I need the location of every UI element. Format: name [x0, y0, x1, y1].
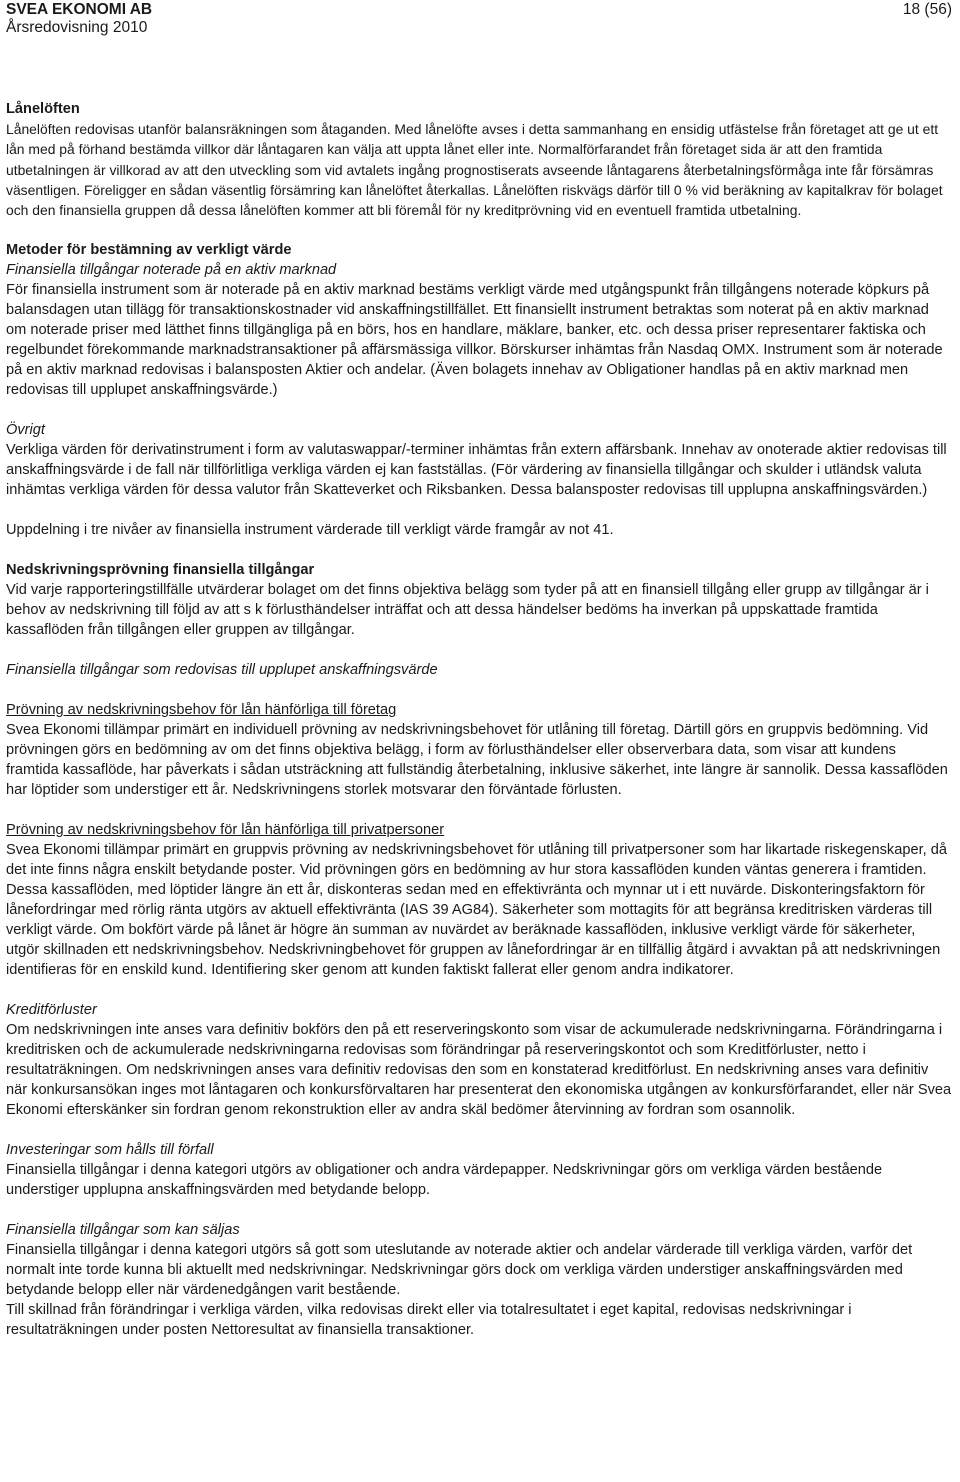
paragraph: Om nedskrivningen inte anses vara definitiv bokförs den på ett reserveringskonto som visar de ackumulerade nedskrivningarna. Förändringarna i kreditrisken och de ackumulerade nedskrivningarna redovisas som förändringar på reserveringskontot och som Kreditförluster, netto i resultaträkningen. Om nedskrivningen anses vara definitiv redovisas den som en konstaterad kreditförlust. En nedskrivning anses vara definitiv när konkursansökan inges mot låntagaren och konkursförvaltaren har presenterat den ekonomiska utgången av konkursförfarandet, eller när Svea Ekonomi efterskänker sin fordran genom rekonstruktion eller av andra skäl bedömer återvinning av fordran som osannolik. [6, 1022, 952, 1119]
subsection-heading-underlined: Prövning av nedskrivningsbehov för lån hänförliga till privatpersoner [6, 822, 445, 839]
company-name: SVEA EKONOMI AB [6, 1, 153, 18]
paragraph: Till skillnad från förändringar i verkliga värden, vilka redovisas direkt eller via totalresultatet i eget kapital, redovisas nedskrivningar i resultaträkningen under posten Nettoresultat av finansiella transaktioner. [6, 1302, 852, 1339]
paragraph: Svea Ekonomi tillämpar primärt en individuell prövning av nedskrivningsbehovet för utlåning till företag. Därtill görs en gruppvis bedömning. Vid prövningen görs en bedömning av om det finns objektiva belägg, i form av förlusthändelser eller observerbara data, som visar att kundens framtida kassaflöde, har påverkats i sådan utsträckning att fullständig återbetalning, inklusive säkerhet, inte längre är sannolik. Dessa kassaflöden har löptider som understiger ett år. Nedskrivningens storlek motsvarar den förväntade förlusten. [6, 722, 948, 799]
paragraph-spacer [6, 1120, 952, 1140]
paragraph: Finansiella tillgångar i denna kategori utgörs av obligationer och andra värdepapper. Nedskrivningar görs om verkliga värden bestående understiger upplupna anskaffningsvärden med betydande belopp. [6, 1162, 883, 1199]
paragraph-spacer [6, 400, 952, 420]
paragraph-spacer [6, 1200, 952, 1220]
subsection-heading: Kreditförluster [6, 1002, 97, 1019]
subsection-heading: Finansiella tillgångar som redovisas till upplupet anskaffningsvärde [6, 662, 438, 679]
paragraph: Finansiella tillgångar i denna kategori utgörs så gott som uteslutande av noterade aktier och andelar värderade till verkliga värden, varför det normalt inte torde kunna bli aktuellt med nedskrivningar. Nedskrivningar görs dock om verkliga värden understiger anskaffningsvärden med betydande belopp eller när värdenedgången varit bestående. [6, 1242, 913, 1299]
section-heading: Nedskrivningsprövning finansiella tillgångar [6, 562, 315, 579]
subsection-heading: Övrigt [6, 422, 45, 439]
document-body [6, 99, 952, 1340]
subsection-heading: Investeringar som hålls till förfall [6, 1142, 214, 1159]
subsection-heading: Finansiella tillgångar noterade på en aktiv marknad [6, 262, 337, 279]
paragraph: Svea Ekonomi tillämpar primärt en gruppvis prövning av nedskrivningsbehovet för utlåning till privatpersoner som har likartade riskegenskaper, då det inte finns några enskilt betydande poster. Vid prövningen görs en bedömning av hur stora kassaflöden kunden väntas generera i framtiden. Dessa kassaflöden, med löptider längre än ett år, diskonteras sedan med en effektivränta och mynnar ut i ett nuvärde. Diskonteringsfaktorn för lånefordringar med rörlig ränta utgörs av aktuell effektivränta (IAS 39 AG84). Säkerheter som mottagits för att begränsa kreditrisken värderas till verkligt värde. Om bokfört värde på lånet är högre än summan av nuvärdet av beräknade kassaflöden, inklusive verkligt värde för säkerheter, utgör skillnaden ett nedskrivningsbehov. Nedskrivningbehovet för gruppen av lånefordringar är en tillfällig åtgärd i avvaktan på att nedskrivningen identifieras för en enskild kund. Identifiering sker genom att kunden faktiskt fallerat eller genom andra indikatorer. [6, 842, 947, 979]
section-heading: Lånelöften [6, 101, 80, 117]
subsection-heading: Finansiella tillgångar som kan säljas [6, 1222, 240, 1239]
subsection-heading-underlined: Prövning av nedskrivningsbehov för lån hänförliga till företag [6, 702, 397, 719]
page-header [6, 0, 952, 48]
paragraph-spacer [6, 980, 952, 1000]
paragraph-spacer [6, 680, 952, 700]
paragraph: Lånelöften redovisas utanför balansräkningen som åtaganden. Med lånelöfte avses i detta sammanhang en ensidig utfästelse från företaget att ge ut ett lån med på förhand bestämda villkor där låntagaren kan välja att uppta lånet eller inte. Normalförfarandet från företaget sida är att den framtida utbetalningen är villkorad av att den utveckling som vid avtalets ingång prognostiserats avseende låntagarens återbetalningsförmåga inte får försämras väsentligen. Föreligger en sådan väsentlig försämring kan lånelöftet återkallas. Lånelöften riskvägs därför till 0 % vid beräkning av kapitalkrav för bolaget och den finansiella gruppen då dessa lånelöften kommer att bli föremål för ny kreditprövning vid en eventuell framtida utbetalning. [6, 121, 943, 219]
section-heading: Metoder för bestämning av verkligt värde [6, 242, 292, 259]
report-title: Årsredovisning 2010 [6, 19, 148, 36]
paragraph: För finansiella instrument som är noterade på en aktiv marknad bestäms verkligt värde med utgångspunkt från tillgångens noterade köpkurs på balansdagen utan tillägg för transaktionskostnader vid anskaffningstillfället. Ett finansiellt instrument betraktas som noterat på en aktiv marknad om noterade priser med lätthet finns tillgängliga på en börs, hos en handlare, mäklare, banker, etc. och dessa priser representarer faktiska och regelbundet förekommande marknadstransaktioner på affärsmässiga villkor. Börskurser inhämtas från Nasdaq OMX. Instrument som är noterade på en aktiv marknad redovisas i balansposten Aktier och andelar. (Även bolagets innehav av Obligationer handlas på en aktiv marknad men redovisas till upplupet anskaffningsvärde.) [6, 282, 943, 399]
page-number: 18 (56) [902, 1, 952, 18]
paragraph-spacer [6, 220, 952, 240]
paragraph-spacer [6, 500, 952, 520]
paragraph-spacer [6, 640, 952, 660]
paragraph-spacer [6, 800, 952, 820]
paragraph: Vid varje rapporteringstillfälle utvärderar bolaget om det finns objektiva belägg som tyder på att en finansiell tillgång eller grupp av tillgångar är i behov av nedskrivning till följd av att s k förlusthändelser inträffat och att dessa händelser bedöms ha inverkan på uppskattade framtida kassaflöden från tillgången eller gruppen av tillgångar. [6, 582, 929, 639]
paragraph: Verkliga värden för derivatinstrument i form av valutaswappar/-terminer inhämtas från extern affärsbank. Innehav av onoterade aktier redovisas till anskaffningsvärde i de fall när tillförlitliga verkliga värden ej kan fastställas. (För värdering av finansiella tillgångar och skulder i utländsk valuta inhämtas verkliga värden för dessa valutor från Skatteverket och Riksbanken. Dessa balansposter redovisas till upplupna anskaffningsvärden.) [6, 442, 947, 499]
paragraph-spacer [6, 540, 952, 560]
paragraph: Uppdelning i tre nivåer av finansiella instrument värderade till verkligt värde framgår av not 41. [6, 522, 614, 539]
